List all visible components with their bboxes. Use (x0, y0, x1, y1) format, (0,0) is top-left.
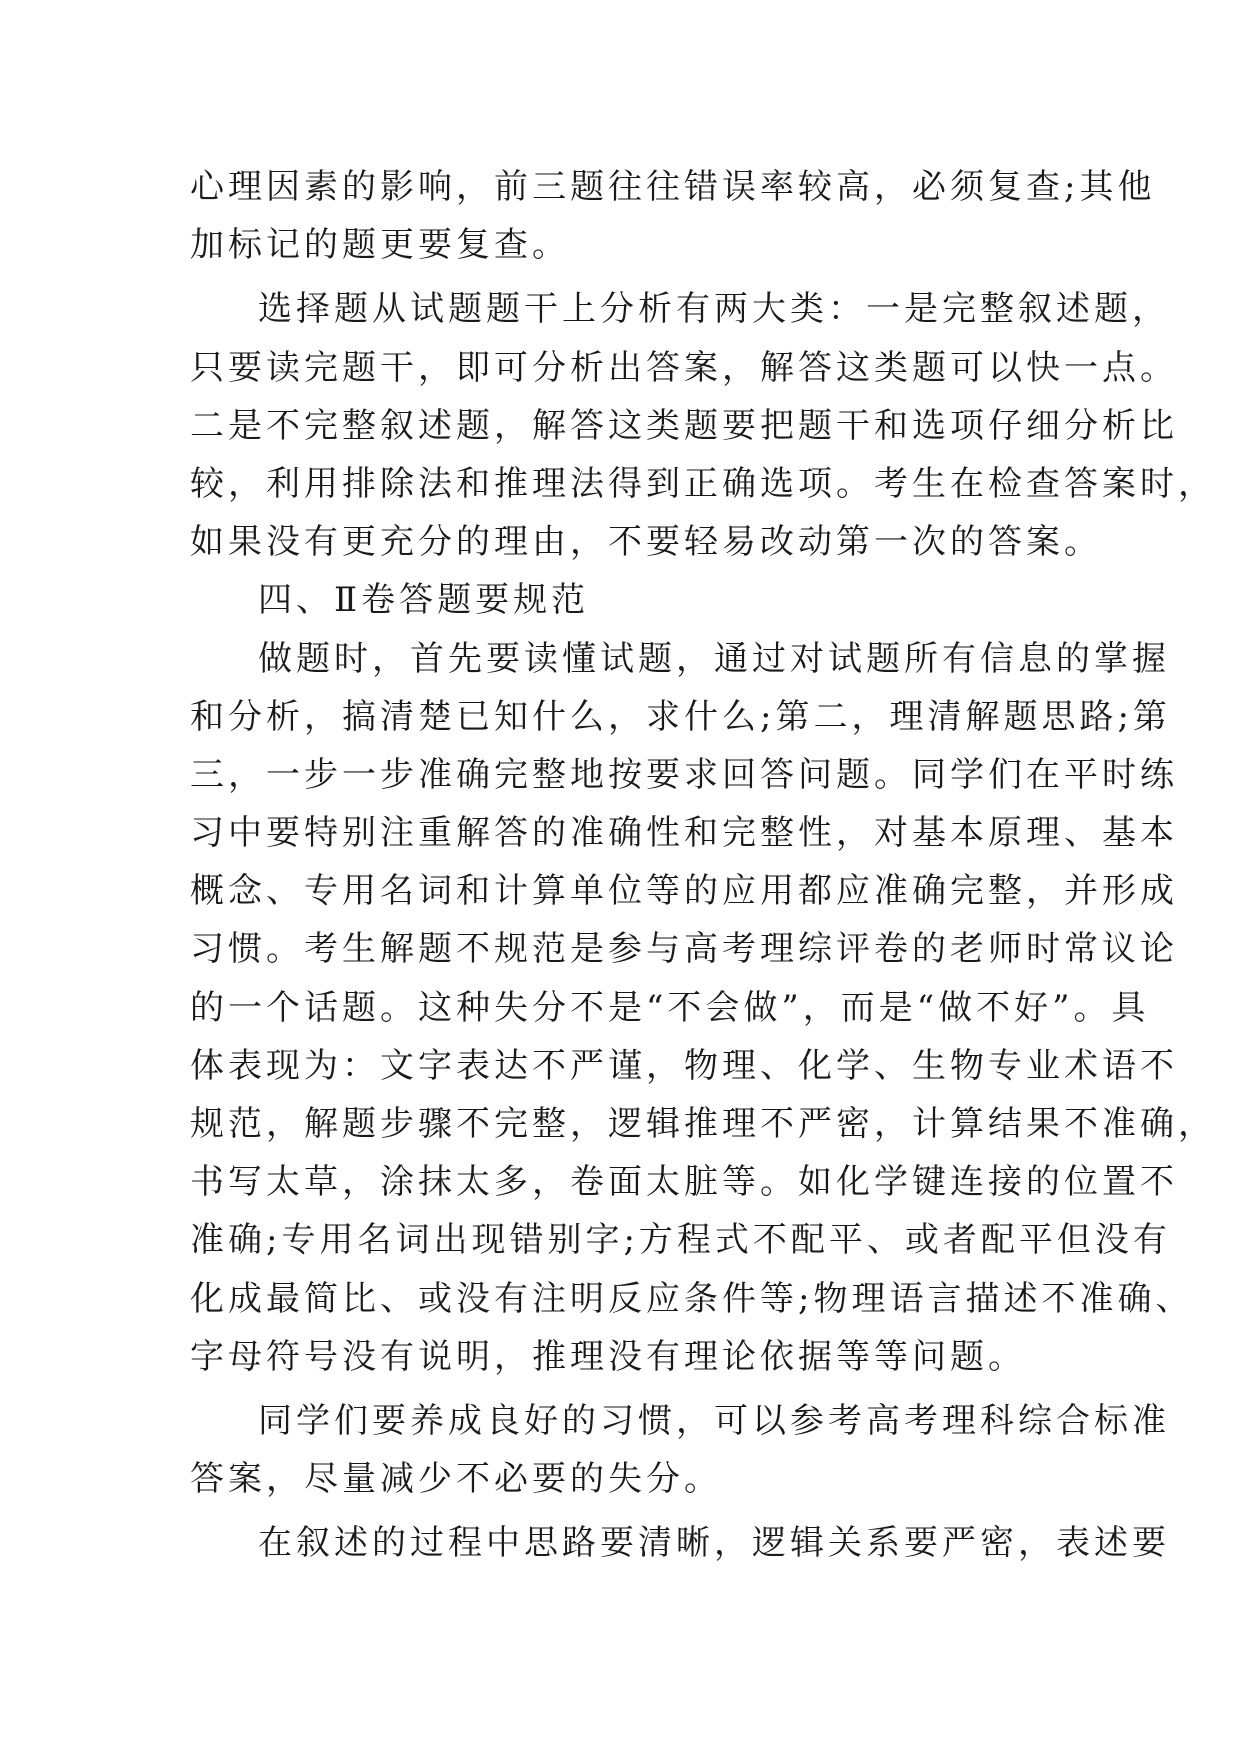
text-line: 和分析，搞清楚已知什么，求什么;第二，理清解题思路;第 (190, 696, 1171, 737)
text-line: 答案，尽量减少不必要的失分。 (190, 1459, 722, 1500)
text-line: 心理因素的影响，前三题往往错误率较高，必须复查;其他 (190, 167, 1156, 207)
text-line: 较，利用排除法和推理法得到正确选项。考生在检查答案时， (190, 463, 1216, 504)
text-line: 二是不完整叙述题，解答这类题要把题干和选项仔细分析比 (190, 405, 1178, 446)
paragraph-start-line: 在叙述的过程中思路要清晰，逻辑关系要严密，表述要 (258, 1523, 1170, 1564)
text-line: 化成最简比、或没有注明反应条件等;物理语言描述不准确、 (190, 1278, 1194, 1319)
text-line: 的一个话题。这种失分不是“不会做”，而是“做不好”。具 (190, 987, 1150, 1028)
text-line: 书写太草，涂抹太多，卷面太脏等。如化学键连接的位置不 (190, 1162, 1178, 1203)
text-line: 体表现为：文字表达不严谨，物理、化学、生物专业术语不 (190, 1045, 1178, 1086)
paragraph-start-line: 同学们要养成良好的习惯，可以参考高考理科综合标准 (258, 1400, 1170, 1441)
text-line: 习中要特别注重解答的准确性和完整性，对基本原理、基本 (190, 813, 1178, 854)
text-line: 三，一步一步准确完整地按要求回答问题。同学们在平时练 (190, 754, 1178, 795)
text-line: 概念、专用名词和计算单位等的应用都应准确完整，并形成 (190, 871, 1178, 912)
text-line: 规范，解题步骤不完整，逻辑推理不严密，计算结果不准确， (190, 1104, 1216, 1144)
paragraph-start-line: 选择题从试题题干上分析有两大类：一是完整叙述题， (258, 289, 1170, 330)
paragraph-start-line: 做题时，首先要读懂试题，通过对试题所有信息的掌握 (258, 638, 1170, 679)
text-line: 加标记的题更要复查。 (190, 225, 570, 266)
body-text (190, 158, 1216, 1573)
text-line: 只要读完题干，即可分析出答案，解答这类题可以快一点。 (190, 347, 1178, 388)
text-line: 习惯。考生解题不规范是参与高考理综评卷的老师时常议论 (190, 929, 1178, 970)
text-line: 如果没有更充分的理由，不要轻易改动第一次的答案。 (190, 522, 1102, 563)
text-line: 字母符号没有说明，推理没有理论依据等等问题。 (190, 1336, 1026, 1377)
section-heading: 四、Ⅱ卷答题要规范 (258, 580, 590, 621)
text-line: 准确;专用名词出现错别字;方程式不配平、或者配平但没有 (190, 1220, 1171, 1261)
